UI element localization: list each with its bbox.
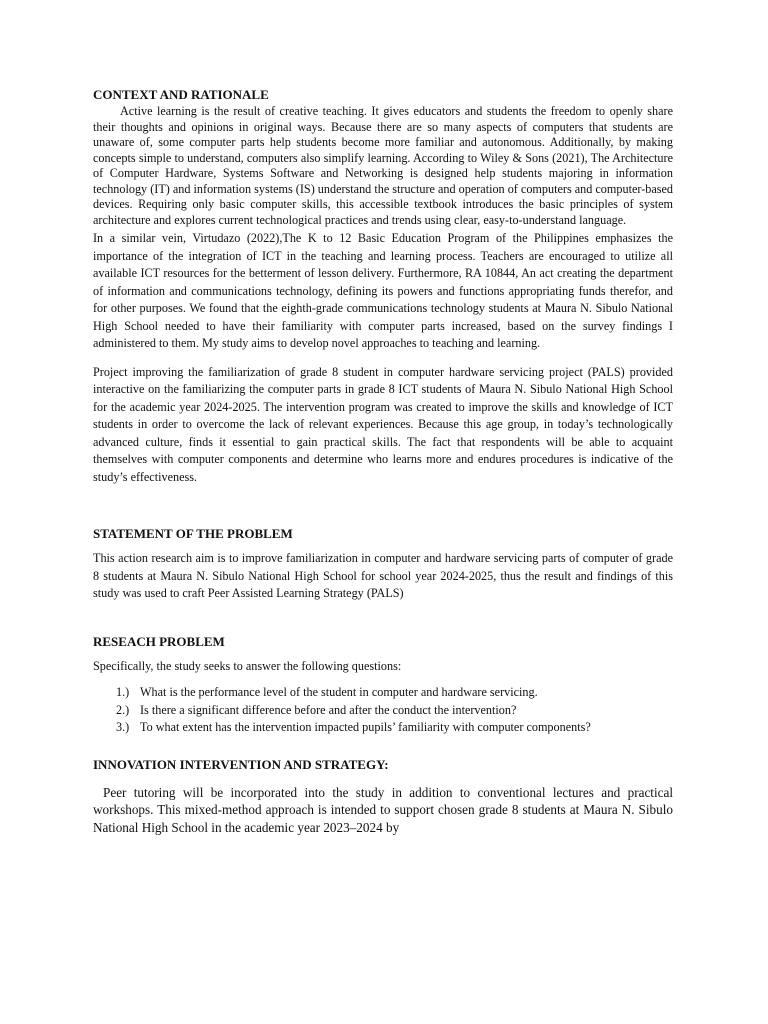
section-spacer	[93, 603, 673, 633]
list-item-text: What is the performance level of the student in computer and hardware servicing.	[140, 685, 538, 699]
innovation-paragraph: Peer tutoring will be incorporated into the study in addition to conventional lectures and practical workshops. This mixed-method approach is intended to support chosen grade 8 students at Maura N. Sibulo National High School in the academic year 2023–2024 by	[93, 784, 673, 835]
context-paragraph-2: In a similar vein, Virtudazo (2022),The K to 12 Basic Education Program of the Philippines emphasizes the importance of the integration of ICT in the teaching and learning process. Teachers are encouraged to utilize all available ICT resources for the betterment of lesson delivery. Furthermore, RA 10844, An act creating the department of information and communications technology, defining its powers and functions appropriating funds therefor, and for other purposes. We found that the eighth-grade communications technology students at Maura N. Sibulo National High School needed to have their familiarity with computer parts increased, based on the survey findings I administered to them. My study aims to develop novel approaches to teaching and learning.	[93, 231, 673, 350]
list-item	[116, 702, 673, 720]
statement-paragraph: This action research aim is to improve familiarization in computer and hardware servicing parts of computer of grade 8 students at Maura N. Sibulo National High School for school year 2024-2025, thus the result and findings of this study was used to craft Peer Assisted Learning Strategy (PALS)	[93, 551, 673, 600]
innovation-heading: INNOVATION INTERVENTION AND STRATEGY:	[93, 756, 389, 772]
list-item-text: To what extent has the intervention impacted pupils’ familiarity with computer components?	[140, 720, 591, 734]
research-intro: Specifically, the study seeks to answer the following questions:	[93, 658, 402, 673]
section-spacer	[93, 737, 673, 756]
research-question-list	[93, 684, 673, 737]
context-paragraph-3: Project improving the familiarization of grade 8 student in computer hardware servicing project (PALS) provided interactive on the familiarizing the computer parts in grade 8 ICT students of Maura N. Sibulo National High School for the academic year 2024-2025. The intervention program was created to improve the skills and knowledge of ICT students in order to overcome the lack of relevant experiences. Because this age group, in today’s technologically advanced culture, finds it essential to gain practical skills. The fact that respondents will be able to acquaint themselves with computer components and determine who learns more and endures procedures is indicative of the study’s effectiveness.	[93, 364, 673, 484]
list-item-number: 1.)	[116, 685, 130, 699]
list-item-text: Is there a significant difference before and after the conduct the intervention?	[140, 702, 517, 717]
document-body	[93, 86, 673, 836]
research-heading: RESEACH PROBLEM	[93, 633, 225, 649]
list-item-number: 2.)	[116, 702, 130, 717]
list-item	[116, 684, 673, 702]
context-paragraph-1: Active learning is the result of creative teaching. It gives educators and students the freedom to openly share their thoughts and opinions in original ways. Because there are so many aspects of computers that students are unaware of, some computer parts help students become more familiar and autonomous. Additionally, by making concepts simple to understand, computers also simplify learning. According to Wiley & Sons (2021), The Architecture of Computer Hardware, Systems Software and Networking is designed help students majoring in information technology (IT) and information systems (IS) understand the structure and operation of computers and computer-based devices. Requiring only basic computer skills, this accessible textbook introduces the basic principles of system architecture and explores current technological practices and trends using clear, easy-to-understand language.	[93, 104, 673, 227]
section-spacer	[93, 486, 673, 525]
list-item	[116, 719, 673, 737]
list-item-number: 3.)	[116, 720, 130, 734]
statement-heading: STATEMENT OF THE PROBLEM	[93, 526, 293, 541]
context-heading: CONTEXT AND RATIONALE	[93, 87, 269, 102]
